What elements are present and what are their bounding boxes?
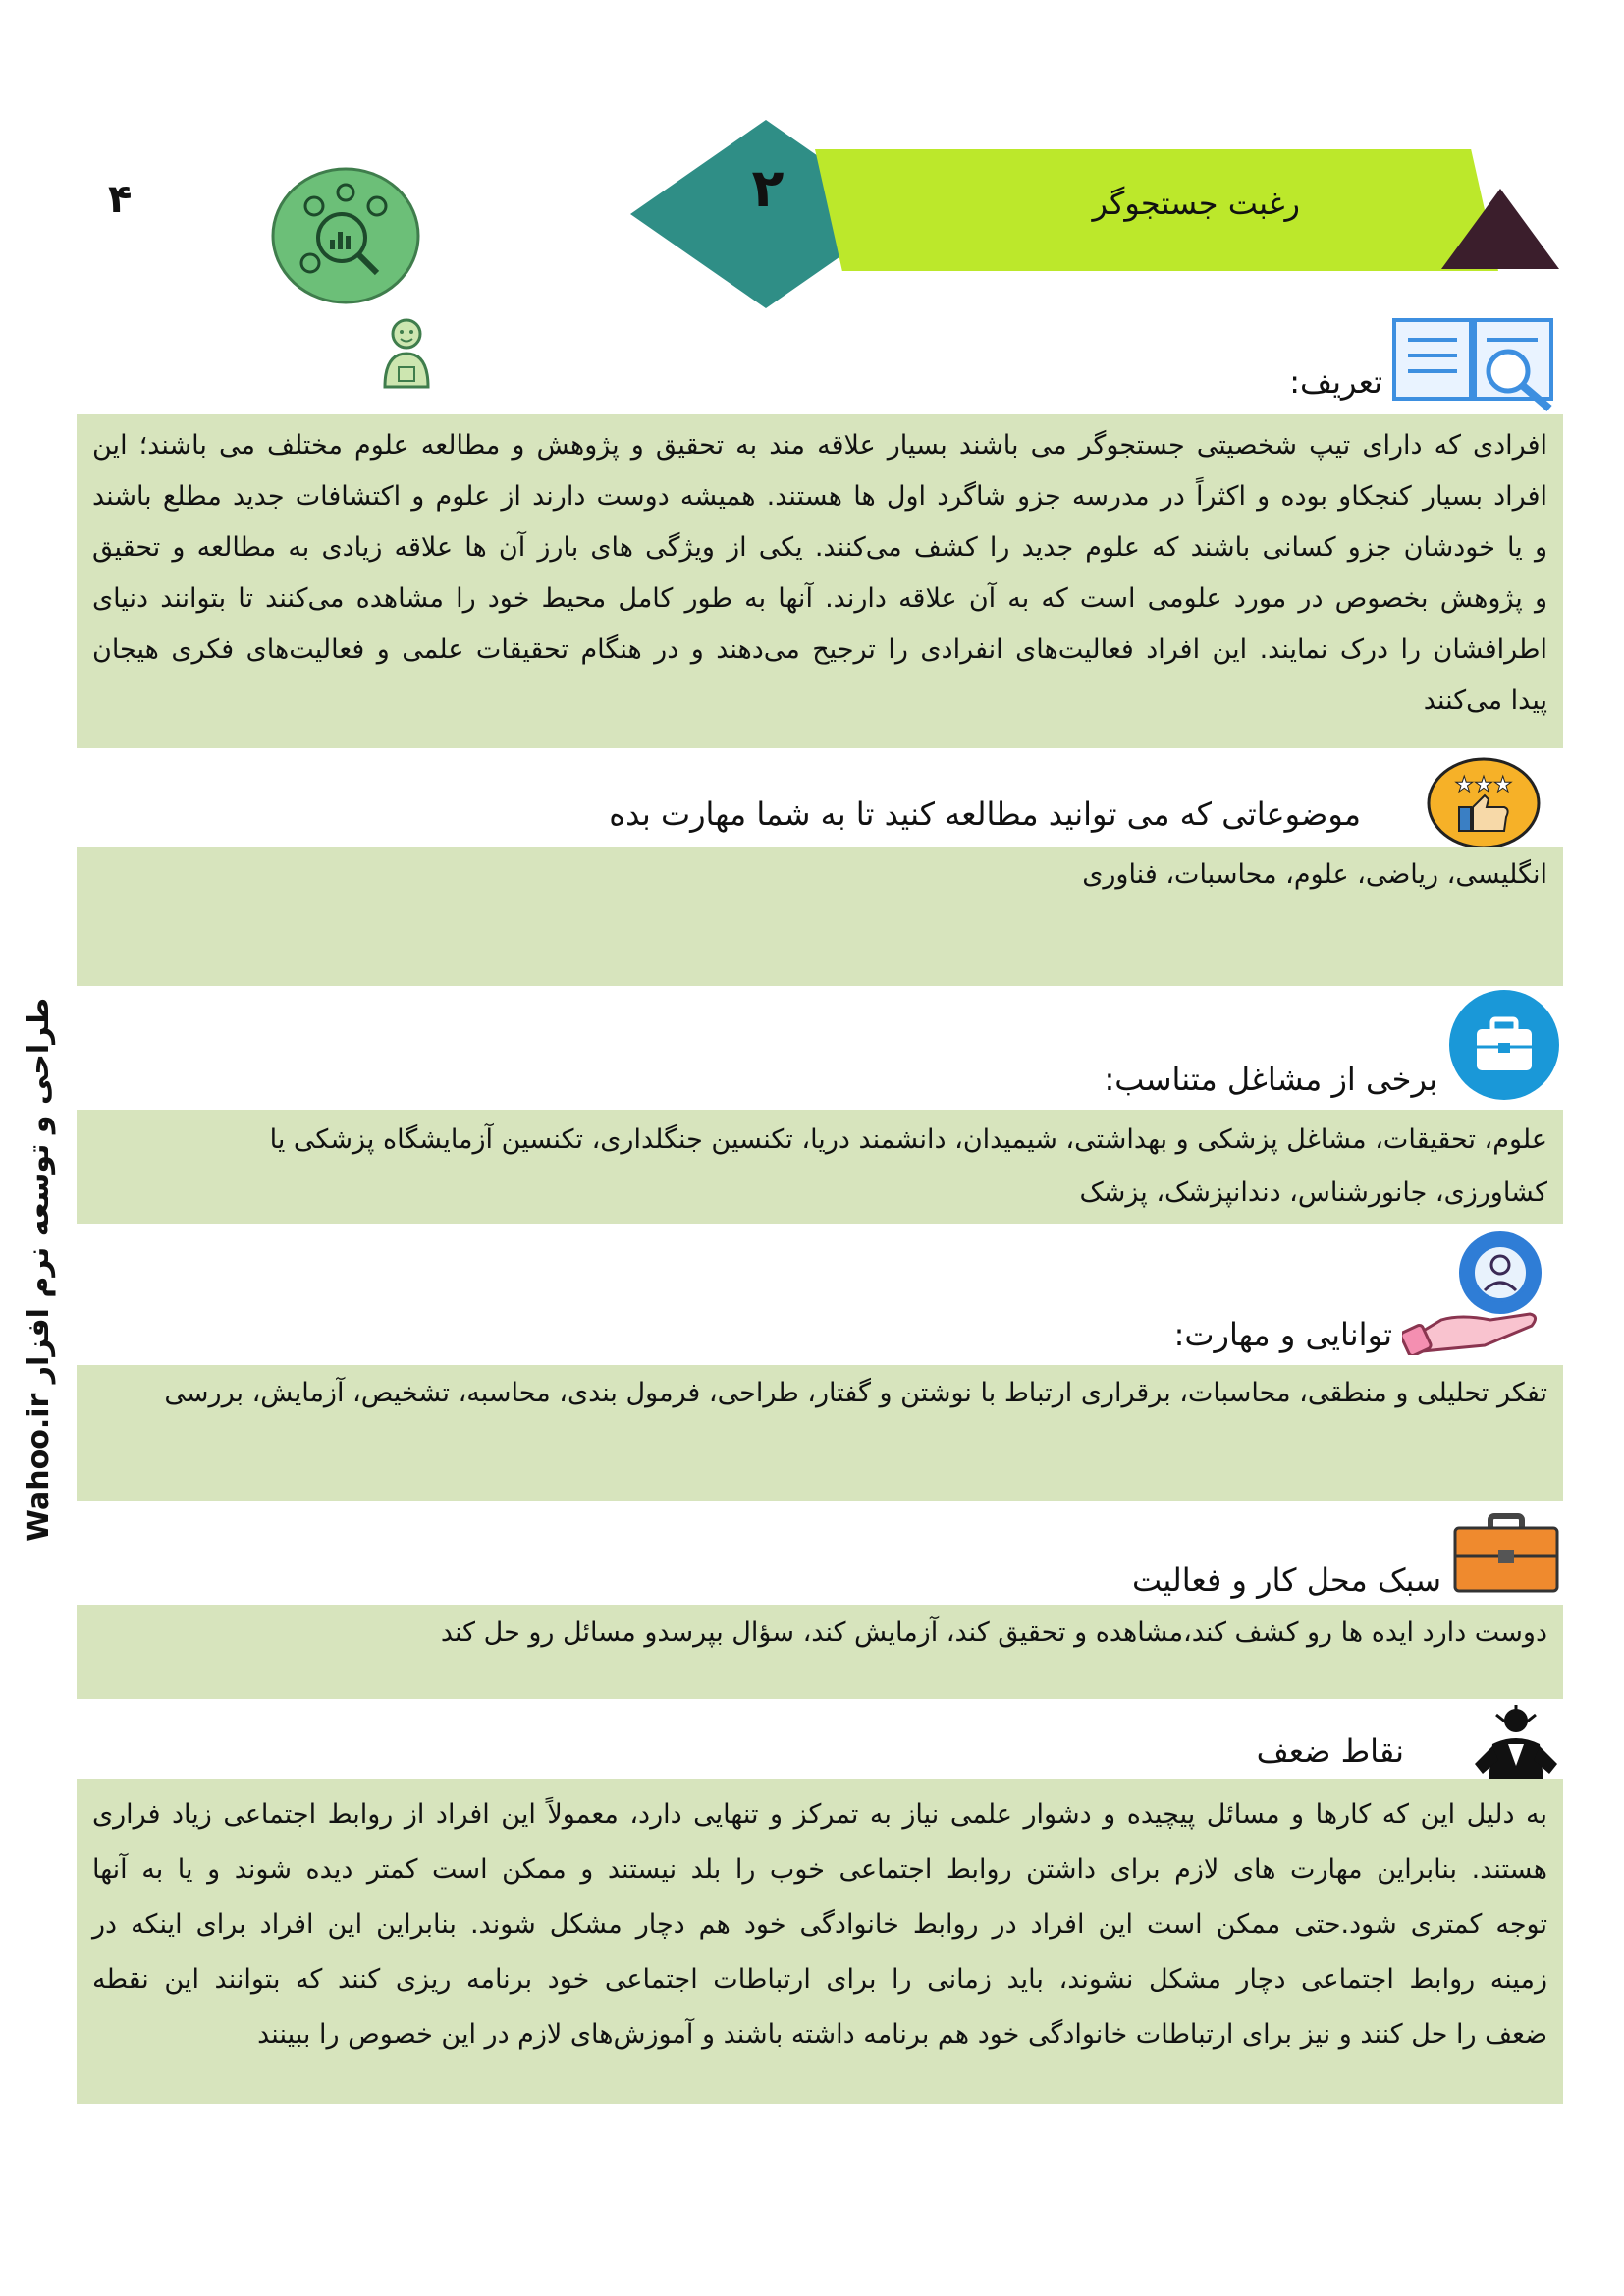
weaknesses-line: زمینه روابط اجتماعی دچار مشکل نشوند، باید زمانی را برای ارتباطات اجتماعی خود برنامه ریزی کنند که بتوانند این نقطه (92, 1964, 1547, 1995)
thumbs-up-stars-icon (1426, 756, 1542, 850)
definition-line: افرادی که دارای تیپ شخصیتی جستجوگر می باشند بسیار علاقه مند به تحقیق و پژوهش و مطالعه علوم مختلف می باشند؛ این (92, 430, 1547, 461)
weaknesses-line: به دلیل این که کارها و مسائل پیچیده و دشوار علمی نیاز به تمرکز و تنهایی دارد، معمولاً این افراد از روابط اجتماعی زیاد فراری (92, 1799, 1547, 1830)
student-icon (379, 316, 434, 389)
weaknesses-line: هستند. بنابراین مهارت های لازم برای داشتن روابط اجتماعی خوب را بلد نیستند و ممکن است کمتر دیده شوند و یا به آنها (92, 1854, 1547, 1885)
workstyle-text: دوست دارد ایده ها رو کشف کند،مشاهده و تحقیق کند، آزمایش کند، سؤال بپرسدو مسائل رو حل کند (440, 1617, 1547, 1648)
subjects-box (77, 847, 1563, 986)
definition-line: و پژوهش بخصوص در مورد علومی است که به آن علاقه دارند. آنها به طور کامل محیط خود را مشاهده می‌کنند تا بتوانند دنیای (92, 583, 1547, 614)
page-number: ۴ (108, 177, 133, 222)
definition-heading: تعریف: (1289, 363, 1382, 401)
weaknesses-line: ضعف را حل کنند و نیز برای ارتباطات خانوادگی خود هم برنامه داشته باشند و آموزش‌های لازم در این خصوص را ببینند (257, 2019, 1547, 2050)
workstyle-box (77, 1605, 1563, 1699)
definition-box (77, 414, 1563, 748)
definition-line: اطرافشان را درک نمایند. این افراد فعالیت‌های انفرادی را ترجیح می‌دهند و در هنگام تحقیقات علمی و فعالیت‌های فکری هیجان (92, 634, 1547, 665)
weaknesses-box (77, 1779, 1563, 2104)
svg-text:★★★: ★★★ (1454, 773, 1513, 797)
definition-line: پیدا می‌کنند (1423, 685, 1547, 716)
orange-briefcase-icon (1451, 1512, 1561, 1595)
research-team-icon (271, 167, 420, 304)
weaknesses-heading: نقاط ضعف (1256, 1732, 1404, 1770)
subjects-text: انگلیسی، ریاضی، علوم، محاسبات، فناوری (1082, 859, 1547, 890)
side-credit: Wahoo.ir طراحی و توسعه نرم افزار (22, 997, 56, 1542)
chapter-number: ۲ (751, 157, 785, 219)
careers-box (77, 1110, 1563, 1224)
skills-heading: توانایی و مهارت: (1173, 1316, 1392, 1353)
definition-line: افراد بسیار کنجکاو بوده و اکثراً در مدرسه جزو شاگرد اول ها هستند. همیشه دوست دارند از علوم و اکتشافات جدید مطلع باشند (92, 481, 1547, 512)
book-search-icon (1384, 310, 1561, 414)
weaknesses-line: توجه کمتری شود.حتی ممکن است این افراد در روابط خانوادگی خود هم دچار مشکل شوند. بنابراین این افراد برای اینکه در (92, 1909, 1547, 1940)
careers-line: کشاورزی، جانورشناس، دندانپزشک، پزشک (1079, 1177, 1547, 1208)
skills-text: تفکر تحلیلی و منطقی، محاسبات، برقراری ارتباط با نوشتن و گفتار، طراحی، فرمول بندی، محاسبه، تشخیص، آزمایش، بررسی (164, 1378, 1547, 1408)
careers-heading: برخی از مشاغل متناسب: (1104, 1061, 1437, 1098)
careers-line: علوم، تحقیقات، مشاغل پزشکی و بهداشتی، شیمیدان، دانشمند دریا، تکنسین جنگلداری، تکنسین آزمایشگاه پزشکی یا (269, 1124, 1547, 1155)
page-title: رغبت جستجوگر (1092, 185, 1300, 222)
gear-hand-person-icon (1402, 1226, 1559, 1355)
subjects-heading: موضوعاتی که می توانید مطالعه کنید تا به شما مهارت بده (609, 795, 1361, 833)
workstyle-heading: سبک محل کار و فعالیت (1131, 1561, 1441, 1599)
briefcase-circle-icon (1445, 988, 1563, 1102)
skills-box (77, 1365, 1563, 1501)
definition-line: و یا خودشان جزو کسانی باشند که علوم جدید را کشف می‌کنند. یکی از ویژگی های بارز آن ها علاقه زیادی به مطالعه و تحقیق (92, 532, 1547, 563)
stressed-person-icon (1467, 1705, 1565, 1781)
